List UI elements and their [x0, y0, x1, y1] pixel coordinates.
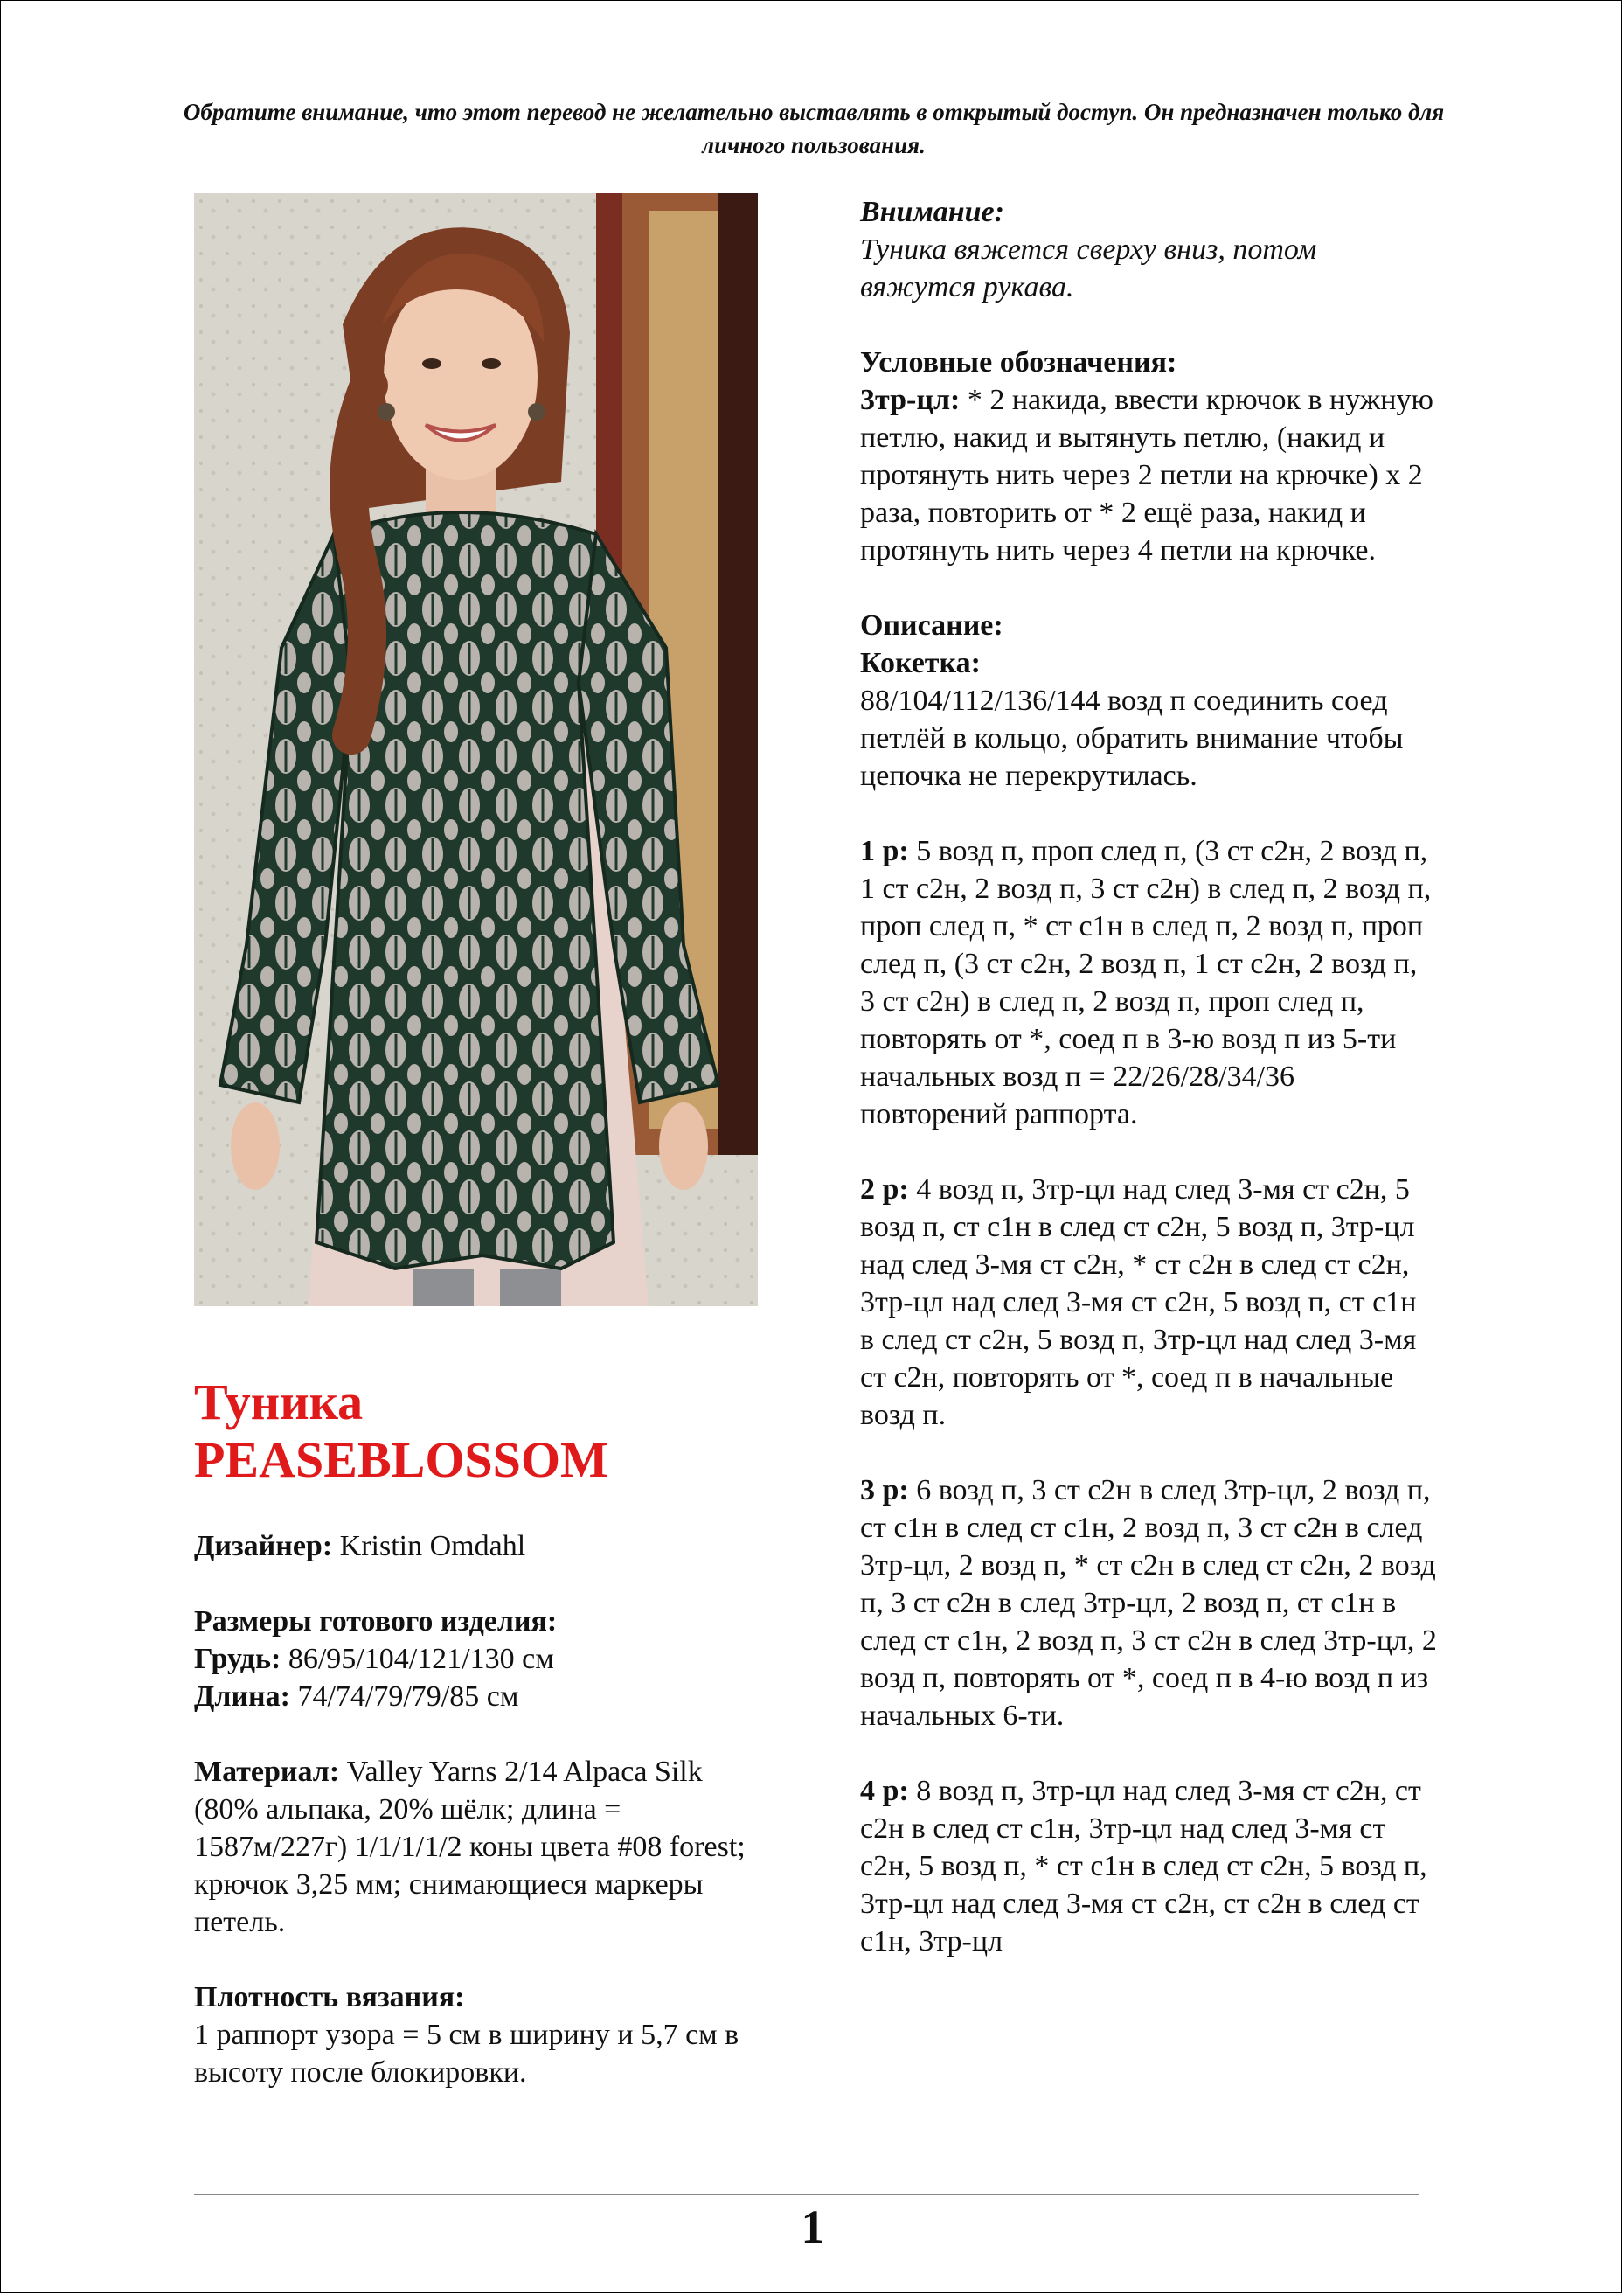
designer-label: Дизайнер: [194, 1530, 333, 1562]
gauge-value: 1 раппорт узора = 5 см в ширину и 5,7 см в высоту после блокировки. [194, 2019, 739, 2089]
page-number: 1 [801, 2201, 825, 2253]
description-text: 88/104/112/136/144 возд п соединить соед петлёй в кольцо, обратить внимание чтобы цепочка не перекрутилась. [860, 685, 1404, 792]
row-label: 1 р: [860, 835, 909, 867]
left-column [194, 1374, 753, 2129]
row-1 [860, 832, 1437, 1133]
designer-block [194, 1527, 753, 1565]
chest-value: 86/95/104/121/130 см [281, 1643, 554, 1675]
chest-label: Грудь: [194, 1643, 281, 1675]
sizes-heading: Размеры готового изделия: [194, 1605, 558, 1638]
pattern-title [194, 1374, 753, 1489]
row-label: 2 р: [860, 1173, 909, 1206]
gauge-heading: Плотность вязания: [194, 1981, 465, 2013]
row-text: 8 возд п, 3тр-цл над след 3-мя ст с2н, ст с2н в след ст с1н, 3тр-цл над след 3-мя ст с2н, 5 возд п, * ст с1н в след ст с2н, 5 возд п, 3тр-цл над след 3-мя ст с2н, ст с2н в след ст с1н, 3тр-цл [860, 1775, 1427, 1958]
row-label: 3 р: [860, 1474, 909, 1506]
sizes-block [194, 1603, 753, 1715]
abbreviations-heading: Условные обозначения: [860, 346, 1177, 379]
row-text: 5 возд п, проп след п, (3 ст с2н, 2 возд п, 1 ст с2н, 2 возд п, 3 ст с2н) в след п, 2 возд п, проп след п, * ст с1н в след п, 2 возд п, проп след п, (3 ст с2н, 2 возд п, 1 ст с2н, 2 возд п, 3 ст с2н) в след п, 2 возд п, проп след п, повторять от *, соед п в 3-ю возд п из 5-ти начальных возд п = 22/26/28/34/36 повторений раппорта. [860, 835, 1432, 1130]
designer-value: Kristin Omdahl [332, 1530, 526, 1562]
notice-text: Обратите внимание, что этот перевод не желательно выставлять в открытый доступ. Он предназначен только для личного пользования. [183, 99, 1445, 158]
title-line-2: PEASEBLOSSOM [194, 1431, 608, 1488]
yoke-heading: Кокетка: [860, 647, 981, 679]
attention-heading: Внимание: [860, 196, 1004, 228]
row-text: 4 возд п, 3тр-цл над след 3-мя ст с2н, 5 возд п, ст с1н в след ст с2н, 5 возд п, 3тр-цл над след 3-мя ст с2н, * ст с2н в след ст с2н, 3тр-цл над след 3-мя ст с2н, 5 возд п, ст с1н в след ст с2н, 5 возд п, 3тр-цл над след 3-мя ст с2н, повторять от *, соед п в начальные возд п. [860, 1173, 1417, 1431]
row-2 [860, 1171, 1437, 1434]
attention-block [860, 193, 1437, 306]
attention-text: Туника вяжется сверху вниз, потом вяжутся рукава. [860, 233, 1317, 303]
abbreviations-block [860, 344, 1437, 569]
row-4 [860, 1772, 1437, 1960]
title-line-1: Туника [194, 1374, 364, 1430]
row-label: 4 р: [860, 1775, 909, 1807]
footer-divider [194, 2194, 1419, 2195]
row-3 [860, 1471, 1437, 1735]
length-value: 74/74/79/79/85 см [289, 1680, 519, 1713]
row-text: 6 возд п, 3 ст с2н в след 3тр-цл, 2 возд п, ст с1н в след ст с1н, 2 возд п, 3 ст с2н в след 3тр-цл, 2 возд п, * ст с2н в след ст с2н, 2 возд п, 3 ст с2н в след 3тр-цл, 2 возд п, ст с1н в след ст с1н, 2 возд п, 3 ст с2н в след 3тр-цл, 2 возд п, повторять от *, соед п в 4-ю возд п из начальных 6-ти. [860, 1474, 1437, 1732]
description-heading: Описание: [860, 609, 1003, 642]
tunic-photo [194, 193, 758, 1306]
abbreviation-label: 3тр-цл: [860, 384, 961, 416]
description-block [860, 607, 1437, 795]
gauge-block [194, 1979, 753, 2091]
abbreviation-text: * 2 накида, ввести крючок в нужную петлю, накид и вытянуть петлю, (накид и протянуть нить через 2 петли на крючке) х 2 раза, повторить от * 2 ещё раза, накид и протянуть нить через 4 петли на крючке. [860, 384, 1433, 567]
material-block [194, 1753, 753, 1941]
woman-in-lace-tunic-image [194, 193, 758, 1306]
material-value: Valley Yarns 2/14 Alpaca Silk (80% альпака, 20% шёлк; длина = 1587м/227г) 1/1/1/1/2 коны цвета #08 forest; крючок 3,25 мм; снимающиеся маркеры петель. [194, 1756, 746, 1938]
length-label: Длина: [194, 1680, 290, 1713]
right-column [860, 193, 1437, 1960]
material-label: Материал: [194, 1756, 340, 1788]
